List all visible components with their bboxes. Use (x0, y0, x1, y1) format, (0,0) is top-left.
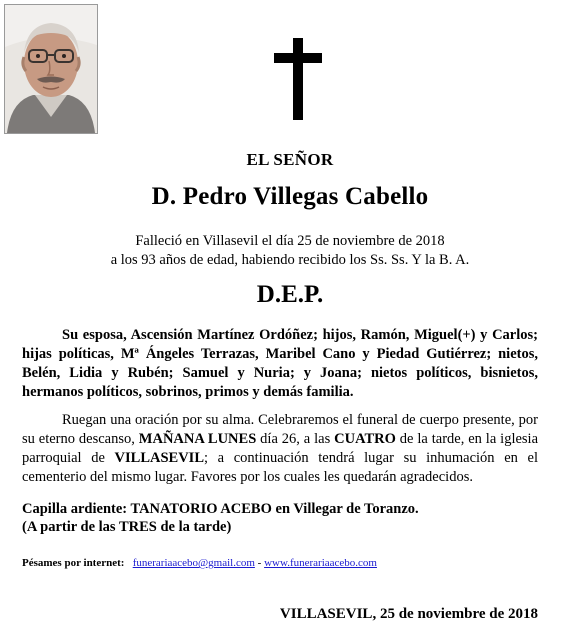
mass-text-1: Ruegan una oración por su alma. Celebraremos el funeral de cuerpo presente, por su eterno descanso, (22, 412, 538, 447)
place-date-signature: VILLASEVIL, 25 de noviembre de 2018 (279, 606, 538, 622)
deceased-name: D. Pedro Villegas Cabello (151, 183, 429, 210)
mass-town: VILLASEVIL (114, 450, 204, 466)
link-separator: - (254, 557, 265, 569)
death-notice (0, 232, 580, 270)
portrait-photo (5, 5, 97, 133)
death-notice-line1: Falleció en Villasevil el día 25 de noviembre de 2018 (135, 233, 445, 249)
condolences-label: Pésames por internet: (22, 557, 125, 569)
latin-cross-icon (274, 38, 322, 120)
mass-text-2: día 26, a las (256, 431, 335, 447)
mass-time: CUATRO (334, 431, 396, 447)
dep-heading: D.E.P. (256, 281, 324, 308)
mass-day: MAÑANA LUNES (138, 431, 257, 447)
condolences-line (22, 557, 377, 569)
honorific-title: EL SEÑOR (246, 150, 334, 169)
deceased-photo (4, 4, 98, 134)
funeral-paragraph (22, 411, 538, 487)
email-link[interactable]: funerariaacebo@gmail.com (132, 557, 255, 569)
mass-text-3: de la tarde, en la iglesia parroquial de (22, 431, 539, 466)
mass-text-4: ; a continuación tendrá lugar su inhumación en el cementerio del mismo lugar. Favores por los cuales les quedarán agradecidos. (22, 450, 538, 485)
chapel-line1: Capilla ardiente: TANATORIO ACEBO en Villegar de Toranzo. (22, 501, 419, 517)
website-link[interactable]: www.funerariaacebo.com (264, 557, 377, 569)
chapel-line2: (A partir de las TRES de la tarde) (22, 519, 232, 535)
chapel-info (22, 500, 419, 536)
family-text: Su esposa, Ascensión Martínez Ordóñez; hijos, Ramón, Miguel(+) y Carlos; hijas políticas, Mª Ángeles Terrazas, Maribel Cano y Piedad Gutiérrez; nietos, Belén, Lidia y Rubén; Samuel y Nuria; y Joana; nietos políticos, bisnietos, hermanos políticos, sobrinos, primos y demás familia. (22, 327, 538, 400)
family-paragraph (22, 326, 538, 402)
death-notice-line2: a los 93 años de edad, habiendo recibido los Ss. Ss. Y la B. A. (110, 252, 470, 268)
